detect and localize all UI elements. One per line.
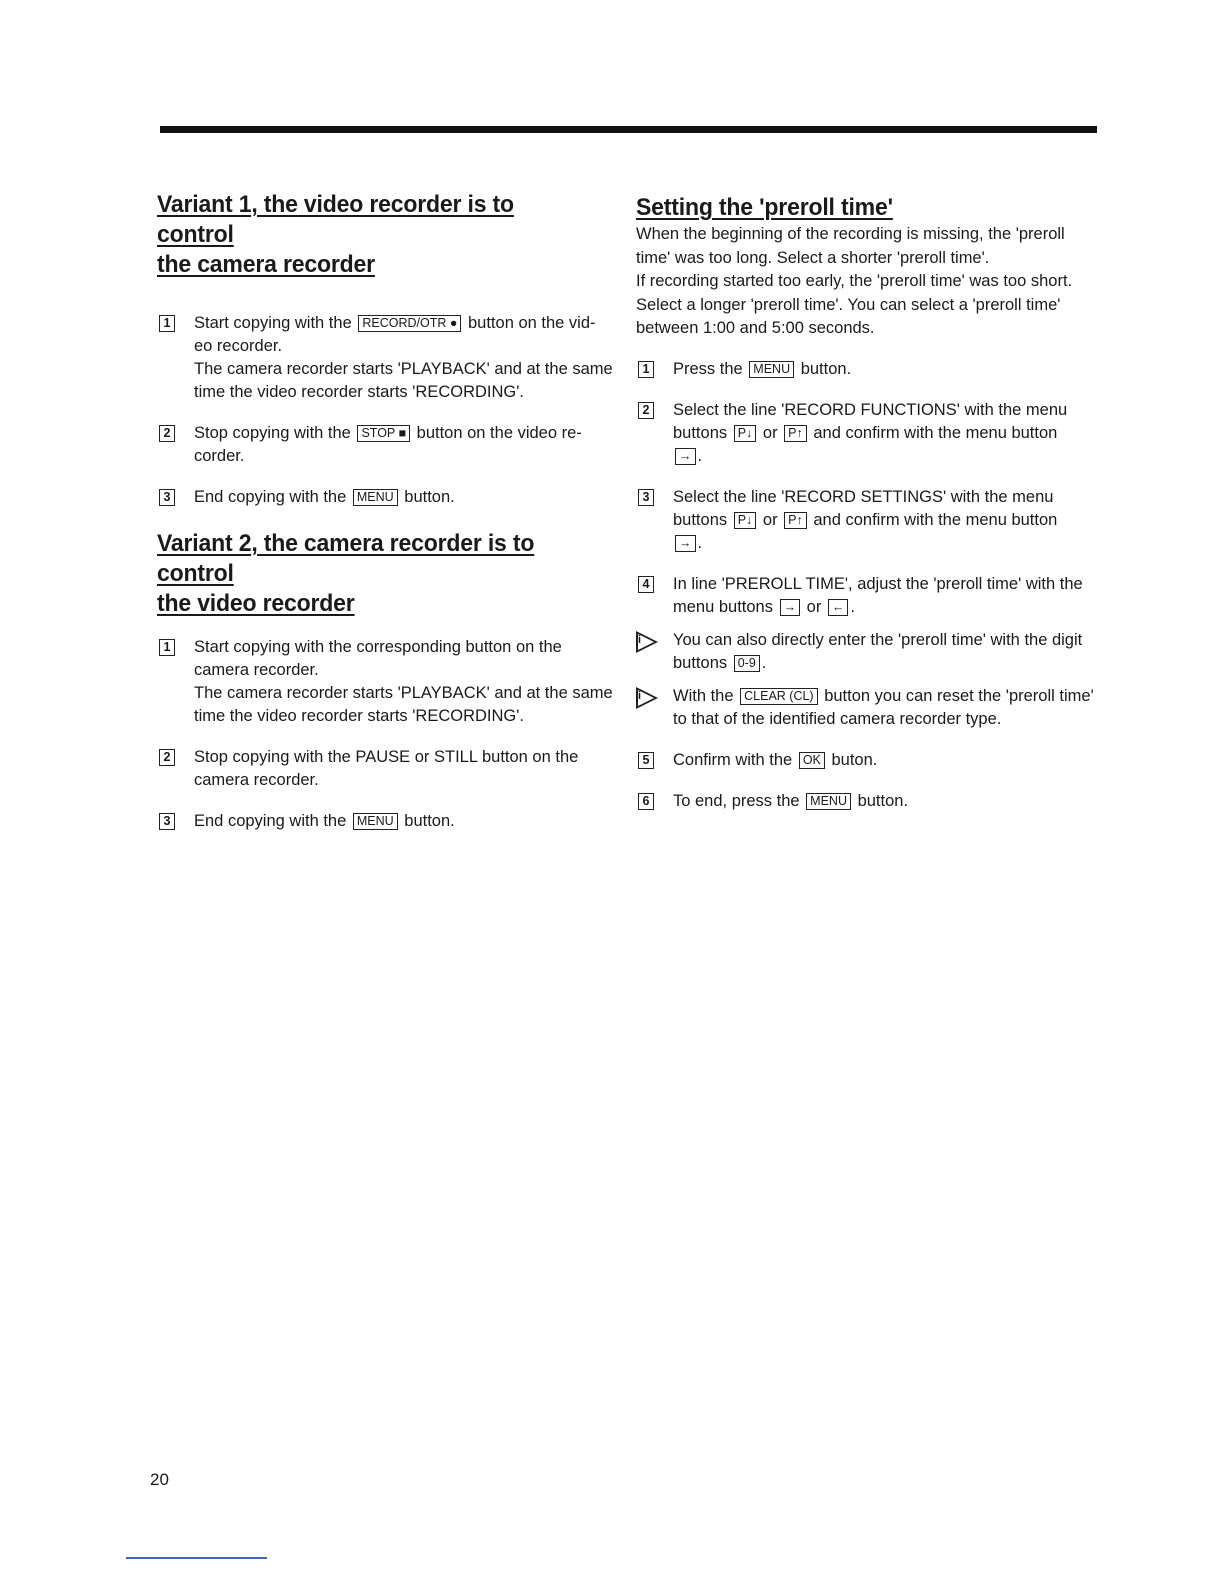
variant1-heading: Variant 1, the video recorder is to control the camera recorder [157, 191, 514, 278]
step-number: 3 [159, 813, 175, 830]
variant2-step-2: 2 Stop copying with the PAUSE or STILL button on the camera recorder. [157, 746, 619, 792]
step-number: 1 [638, 361, 654, 378]
preroll-step-2: 2 Select the line 'RECORD FUNCTIONS' with the menu buttons P↓ or P↑ and confirm with the menu button → . [636, 399, 1098, 468]
menu-key: MENU [806, 793, 851, 810]
p-down-key: P↓ [734, 425, 757, 442]
digit-key: 0-9 [734, 655, 760, 672]
preroll-step-5: 5 Confirm with the OK buton. [636, 749, 1098, 772]
preroll-step-6: 6 To end, press the MENU button. [636, 790, 1098, 813]
preroll-heading: Setting the 'preroll time' [636, 194, 893, 221]
step-number: 6 [638, 793, 654, 810]
step-number: 5 [638, 752, 654, 769]
p-down-key: P↓ [734, 512, 757, 529]
menu-key: MENU [749, 361, 794, 378]
step-number: 1 [159, 315, 175, 332]
step-number: 2 [159, 425, 175, 442]
info-icon: i [638, 689, 642, 702]
stop-key: STOP ■ [357, 425, 410, 442]
info-icon: i [638, 633, 642, 646]
preroll-hint-2: i With the CLEAR (CL) button you can reset the 'preroll time' to that of the identified camera recorder type. [638, 686, 1094, 728]
menu-key: MENU [353, 489, 398, 506]
p-up-key: P↑ [784, 512, 807, 529]
variant1-step-3: 3 End copying with the MENU button. [157, 486, 619, 509]
preroll-step-3: 3 Select the line 'RECORD SETTINGS' with the menu buttons P↓ or P↑ and confirm with the menu button → . [636, 486, 1098, 555]
step-number: 2 [638, 402, 654, 419]
step-number: 4 [638, 576, 654, 593]
step-number: 3 [159, 489, 175, 506]
variant2-heading: Variant 2, the camera recorder is to control the video recorder [157, 530, 535, 617]
variant1-step-2: 2 Stop copying with the STOP ■ button on the video re- corder. [157, 422, 619, 468]
preroll-step-4: 4 In line 'PREROLL TIME', adjust the 'preroll time' with the menu buttons → or ← . [636, 573, 1098, 619]
record-otr-key: RECORD/OTR ● [358, 315, 461, 332]
arrow-right-key: → [780, 599, 801, 616]
footer-line [126, 1557, 267, 1559]
step-number: 3 [638, 489, 654, 506]
variant1-step-1: 1 Start copying with the RECORD/OTR ● button on the vid- eo recorder. The camera recorder starts 'PLAYBACK' and at the same time the video recorder starts 'RECORDING'. [157, 312, 619, 404]
page-number: 20 [150, 1470, 169, 1489]
right-column [636, 193, 1098, 813]
preroll-intro: When the beginning of the recording is missing, the 'preroll time' was too long. Select a shorter 'preroll time'. If recording started too early, the 'preroll time' was too short. Select a longer 'preroll time'. You can select a 'preroll time' between 1:00 and 5:00 seconds. [636, 225, 1073, 337]
arrow-right-key: → [675, 535, 696, 552]
preroll-step-1: 1 Press the MENU button. [636, 358, 1098, 381]
clear-key: CLEAR (CL) [740, 688, 817, 705]
step-number: 1 [159, 639, 175, 656]
menu-key: MENU [353, 813, 398, 830]
preroll-hint-1: i You can also directly enter the 'preroll time' with the digit buttons 0-9 . [638, 630, 1083, 672]
arrow-left-key: ← [828, 599, 849, 616]
variant2-step-3: 3 End copying with the MENU button. [157, 810, 619, 833]
left-column [157, 190, 619, 833]
top-rule [160, 126, 1097, 133]
variant2-step-1: 1 Start copying with the corresponding button on the camera recorder. The camera recorder starts 'PLAYBACK' and at the same time the video recorder starts 'RECORDING'. [157, 636, 619, 728]
arrow-right-key: → [675, 448, 696, 465]
step-number: 2 [159, 749, 175, 766]
p-up-key: P↑ [784, 425, 807, 442]
ok-key: OK [799, 752, 825, 769]
